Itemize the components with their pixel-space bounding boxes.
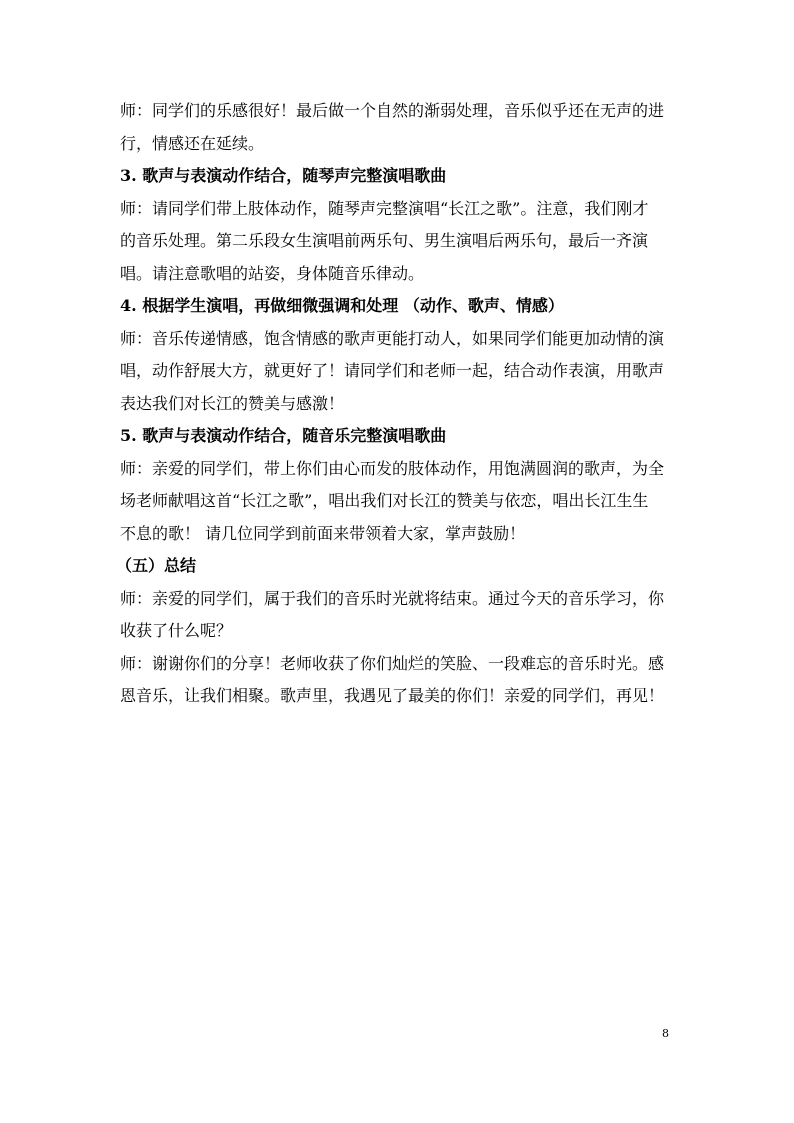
section-heading-5: 5. 歌声与表演动作结合，随音乐完整演唱歌曲 xyxy=(120,426,447,445)
text-line-9: 唱，动作舒展大方，就更好了！请同学们和老师一起，结合动作表演，用歌声 xyxy=(120,361,665,380)
section-heading-3: 3. 歌声与表演动作结合，随琴声完整演唱歌曲 xyxy=(120,166,447,185)
section-heading-summary: （五）总结 xyxy=(116,556,197,575)
text-line-1: 师：同学们的乐感很好！最后做一个自然的渐弱处理，音乐似乎还在无声的进 xyxy=(120,101,665,120)
text-line-6: 唱。请注意歌唱的站姿，身体随音乐律动。 xyxy=(120,263,425,283)
text-line-5: 的音乐处理。第二乐段女生演唱前两乐句、男生演唱后两乐句，最后一齐演 xyxy=(120,231,649,250)
text-line-16: 师：亲爱的同学们，属于我们的音乐时光就将结束。通过今天的音乐学习，你 xyxy=(120,588,665,608)
text-line-14: 不息的歌！ 请几位同学到前面来带领着大家，掌声鼓励！ xyxy=(120,523,526,543)
text-line-13: 场老师献唱这首“长江之歌”，唱出我们对长江的赞美与依恋，唱出长江生生 xyxy=(120,491,649,510)
page-body xyxy=(116,95,676,713)
page-number: 8 xyxy=(662,1027,669,1040)
section-heading-4: 4. 根据学生演唱，再做细微强调和处理 （动作、歌声、情感） xyxy=(120,296,564,315)
text-line-10: 表达我们对长江的赞美与感激！ xyxy=(120,393,345,413)
text-line-8: 师：音乐传递情感，饱含情感的歌声更能打动人，如果同学们能更加动情的演 xyxy=(120,328,665,348)
text-line-4: 师：请同学们带上肢体动作，随琴声完整演唱“长江之歌”。注意，我们刚才 xyxy=(120,198,649,218)
text-line-19: 恩音乐，让我们相聚。歌声里，我遇见了最美的你们！亲爱的同学们，再见！ xyxy=(120,686,665,705)
text-line-2: 行，情感还在延续。 xyxy=(120,133,265,153)
text-line-18: 师：谢谢你们的分享！老师收获了你们灿烂的笑脸、一段难忘的音乐时光。感 xyxy=(120,653,665,673)
text-line-12: 师：亲爱的同学们，带上你们由心而发的肢体动作，用饱满圆润的歌声，为全 xyxy=(120,458,665,478)
text-line-17: 收获了什么呢？ xyxy=(120,621,233,640)
